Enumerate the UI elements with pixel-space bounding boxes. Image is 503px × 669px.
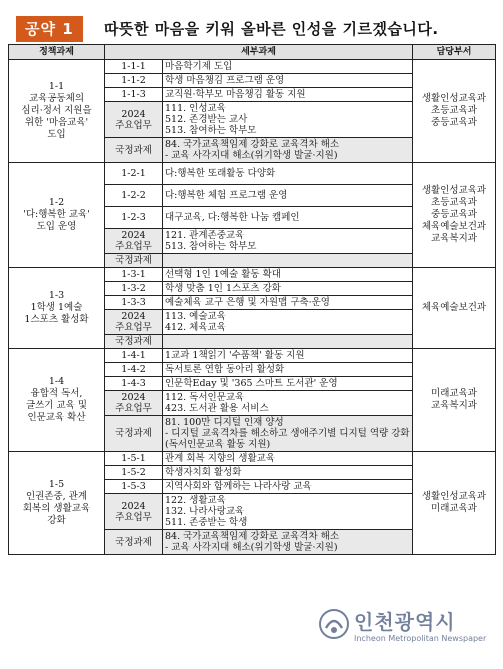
- responsible-department: 생활인성교육과 미래교육과: [413, 452, 496, 555]
- national-task-label: 국정과제: [105, 416, 163, 452]
- task-title: 학생 마음챙김 프로그램 운영: [163, 74, 413, 88]
- watermark-subtitle: Incheon Metropolitan Newspaper: [354, 634, 487, 643]
- plan-2024-items: 112. 독서인문교육 423. 도서관 활용 서비스: [163, 391, 413, 416]
- policy-category: 1-4 융합적 독서, 글쓰기 교육 및 인문교육 확산: [9, 349, 105, 452]
- task-code: 1-3-2: [105, 282, 163, 296]
- plan-2024-label: 2024 주요업무: [105, 494, 163, 530]
- task-code: 1-4-3: [105, 377, 163, 391]
- national-task-label: 국정과제: [105, 530, 163, 555]
- policy-category: 1-5 인권존중, 관계 회복의 생활교육 강화: [9, 452, 105, 555]
- pledge-badge: 공약 1: [16, 16, 83, 42]
- task-code: 1-1-2: [105, 74, 163, 88]
- policy-category: 1-3 1학생 1예술 1스포츠 활성화: [9, 268, 105, 349]
- task-code: 1-4-2: [105, 363, 163, 377]
- task-code: 1-2-3: [105, 207, 163, 229]
- task-code: 1-1-3: [105, 88, 163, 102]
- plan-2024-label: 2024 주요업무: [105, 102, 163, 138]
- task-title: 학생 맞춤 1인 1스포츠 강화: [163, 282, 413, 296]
- task-title: 지역사회와 함께하는 나라사랑 교육: [163, 480, 413, 494]
- task-title: 마음학기제 도입: [163, 60, 413, 74]
- table-row: [9, 163, 496, 185]
- table-body: [9, 60, 496, 555]
- column-header-department: 담당부서: [413, 45, 496, 60]
- task-title: 1교과 1책읽기 '수품책' 활동 지원: [163, 349, 413, 363]
- national-task-label: 국정과제: [105, 335, 163, 349]
- watermark-name: 인천광역시: [354, 610, 456, 634]
- task-title: 다:행복한 체험 프로그램 운영: [163, 185, 413, 207]
- table-header-row: [9, 45, 496, 60]
- plan-2024-items: 122. 생활교육 132. 나라사랑교육 511. 존중받는 학생: [163, 494, 413, 530]
- responsible-department: 생활인성교육과 초등교육과 중등교육과 체육예술보건과 교육복지과: [413, 163, 496, 268]
- newspaper-watermark: [318, 604, 498, 654]
- policy-table: [8, 44, 496, 555]
- responsible-department: 미래교육과 교육복지과: [413, 349, 496, 452]
- column-header-details: 세부과제: [105, 45, 413, 60]
- plan-2024-label: 2024 주요업무: [105, 391, 163, 416]
- column-header-category: 정책과제: [9, 45, 105, 60]
- task-title: 대구교육, 다:행복한 나눔 캠페인: [163, 207, 413, 229]
- task-title: 교직원·학부모 마음챙김 활동 지원: [163, 88, 413, 102]
- responsible-department: 체육예술보건과: [413, 268, 496, 349]
- plan-2024-items: 113. 예술교육 412. 체육교육: [163, 310, 413, 335]
- task-code: 1-3-3: [105, 296, 163, 310]
- plan-2024-label: 2024 주요업무: [105, 229, 163, 254]
- policy-category: 1-1 교육공동체의 심리·정서 지원을 위한 '마음교육' 도입: [9, 60, 105, 163]
- national-task-text: [163, 254, 413, 268]
- newspaper-logo-icon: [318, 608, 350, 640]
- task-code: 1-5-3: [105, 480, 163, 494]
- table-row: [9, 60, 496, 74]
- task-title: 예술체육 교구 은행 및 자원맵 구축·운영: [163, 296, 413, 310]
- task-title: 선택형 1인 1예술 활동 확대: [163, 268, 413, 282]
- document-header: [6, 6, 497, 42]
- task-code: 1-5-1: [105, 452, 163, 466]
- task-title: 인문학Eday 및 '365 스마트 도서관' 운영: [163, 377, 413, 391]
- table-row: [9, 349, 496, 363]
- task-title: 관계 회복 지향의 생활교육: [163, 452, 413, 466]
- task-code: 1-5-2: [105, 466, 163, 480]
- task-code: 1-1-1: [105, 60, 163, 74]
- task-code: 1-2-2: [105, 185, 163, 207]
- task-title: 독서토론 연합 동아리 활성화: [163, 363, 413, 377]
- plan-2024-items: 121. 관계존중교육 513. 참여하는 학부모: [163, 229, 413, 254]
- task-title: 학생자치회 활성화: [163, 466, 413, 480]
- national-task-text: 81. 100만 디지털 인재 양성 - 디지털 교육격차를 해소하고 생애주기별 디지털 역량 강화 (독서인문교육 활동 지원): [163, 416, 413, 452]
- national-task-label: 국정과제: [105, 254, 163, 268]
- plan-2024-items: 111. 인성교육 512. 존경받는 교사 513. 참여하는 학부모: [163, 102, 413, 138]
- national-task-text: 84. 국가교육책임제 강화로 교육격차 해소 - 교육 사각지대 해소(위기학생 발굴·지원): [163, 138, 413, 163]
- policy-table-container: [8, 44, 495, 555]
- national-task-text: 84. 국가교육책임제 강화로 교육격차 해소 - 교육 사각지대 해소(위기학생 발굴·지원): [163, 530, 413, 555]
- national-task-label: 국정과제: [105, 138, 163, 163]
- task-code: 1-4-1: [105, 349, 163, 363]
- plan-2024-label: 2024 주요업무: [105, 310, 163, 335]
- task-code: 1-2-1: [105, 163, 163, 185]
- responsible-department: 생활인성교육과 초등교육과 중등교육과: [413, 60, 496, 163]
- task-code: 1-3-1: [105, 268, 163, 282]
- task-title: 다:행복한 또래활동 다양화: [163, 163, 413, 185]
- pledge-title: 따뜻한 마음을 키워 올바른 인성을 기르겠습니다.: [104, 20, 439, 38]
- table-row: [9, 452, 496, 466]
- table-row: [9, 268, 496, 282]
- national-task-text: [163, 335, 413, 349]
- policy-category: 1-2 '다:행복한 교육' 도입 운영: [9, 163, 105, 268]
